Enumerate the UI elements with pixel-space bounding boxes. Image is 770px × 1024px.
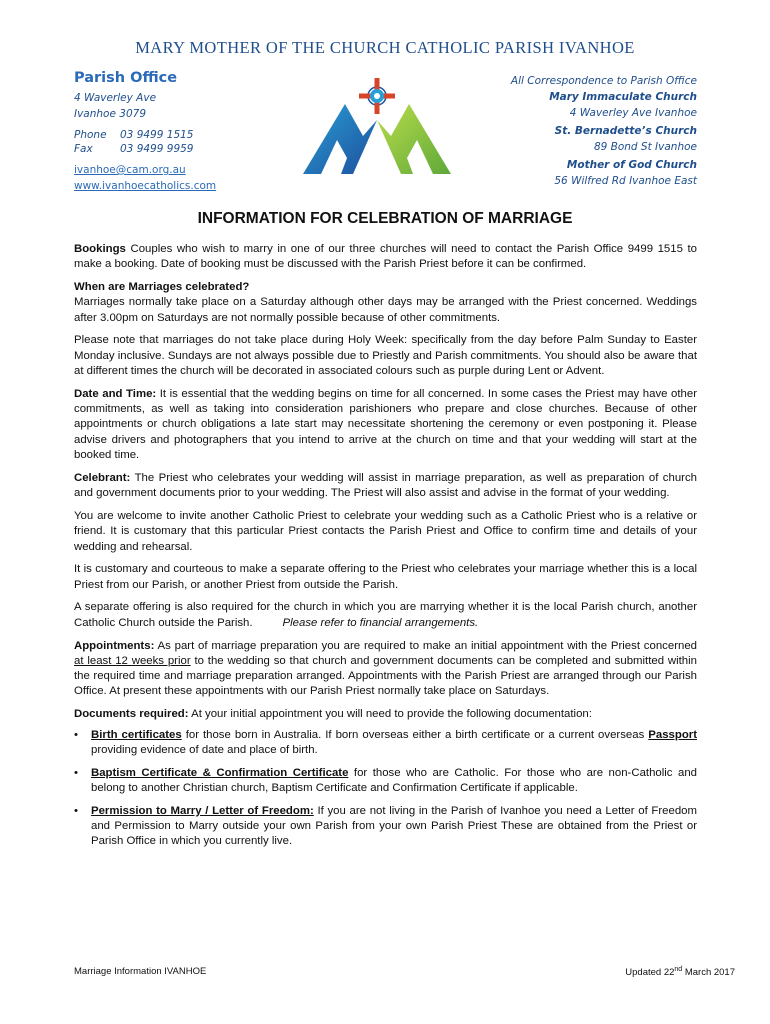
bullet-icon: • [74,728,78,741]
appointments-underline: at least 12 weeks prior [74,654,191,667]
bookings-text: Couples who wish to marry in one of our three churches will need to contact the Parish Office 9499 1515 to make a booking. Date of booking must be discussed with the Parish Priest before it can be confirmed. [74,243,697,271]
permission-to-marry-label: Permission to Marry / Letter of Freedom: [91,804,314,817]
baptism-certificate-text: for those who are Catholic. For those who are non-Catholic and belong to another Christian church, Baptism Certificate and Confirmation Certificate if applicable. [91,766,697,794]
when-heading: When are Marriages celebrated? [74,281,250,294]
celebrant-paragraph [74,471,697,502]
invite-priest-paragraph: You are welcome to invite another Catholic Priest to celebrate your wedding such as a Catholic Priest who is a relative or friend. It is customary that this particular Priest contacts the Parish Priest and Office to confirm time and details of your wedding and rehearsal. [74,509,697,553]
parish-office-block [74,70,216,194]
list-item [74,766,697,797]
documents-label: Documents required: [74,708,189,721]
bullet-icon: • [74,804,78,817]
passport-label: Passport [648,728,698,741]
footer-updated-sup: nd [674,966,683,973]
baptism-certificate-label: Baptism Certificate & Confirmation Certificate [91,766,349,779]
office-email-link[interactable]: ivanhoe@cam.org.au [74,164,186,176]
documents-list [74,728,697,850]
correspondence-block [511,73,697,189]
separate-offering-paragraph [74,600,697,631]
financial-arrangements-note: Please refer to financial arrangements. [282,616,479,629]
birth-certificates-text-a: for those born in Australia. If born overseas either a birth certificate or a current overseas [181,728,649,741]
documents-text: At your initial appointment you will need to provide the following documentation: [188,708,592,721]
office-address-line2: Ivanhoe 3079 [74,108,146,120]
church-name-3: Mother of God Church [566,159,697,171]
footer-left-text: Marriage Information IVANHOE [74,966,207,977]
church-address-1: 4 Waverley Ave Ivanhoe [569,107,697,119]
fax-number: 03 9499 9959 [120,143,194,155]
bullet-icon: • [74,766,78,779]
birth-certificates-text-b: providing evidence of date and place of birth. [91,743,318,756]
church-name-2: St. Bernadette’s Church [554,125,697,137]
phone-number: 03 9499 1515 [120,129,194,141]
footer-updated-prefix: Updated 22 [625,967,675,979]
footer-updated-date [625,966,735,978]
celebrant-label: Celebrant: [74,471,131,484]
office-phone [74,128,216,142]
bookings-paragraph [74,242,697,273]
church-address-2: 89 Bond St Ivanhoe [593,141,697,153]
footer-updated-suffix: March 2017 [682,967,735,979]
appointments-paragraph [74,639,697,700]
birth-certificates-label: Birth certificates [91,728,182,741]
offering-paragraph: It is customary and courteous to make a separate offering to the Priest who celebrates your marriage whether this is a local Priest from our Parish, or another Priest from outside the Parish. [74,563,697,591]
date-time-paragraph [74,387,697,463]
appointments-text-a: As part of marriage preparation you are required to make an initial appointment with the Priest concerned [154,639,697,652]
date-time-label: Date and Time: [74,387,157,400]
date-time-text: It is essential that the wedding begins on time for all concerned. In some cases the Priest may have other commitments, as well as taking into consideration parishioners who prepare and close churches. Because of other appointments or church obligations a late start may necessitate shortening the ceremony or even postponing it. Please advise drivers and photographers that you intend to arrive at the church on time and that your wedding will start at the booked time. [74,387,697,462]
parish-logo-icon [297,74,457,176]
church-address-3: 56 Wilfred Rd Ivanhoe East [554,175,697,187]
separate-offering-text: A separate offering is also required for the church in which you are marrying whether it is the local Parish church, another Catholic Church outside the Parish. [74,601,697,629]
office-website-link[interactable]: www.ivanhoecatholics.com [74,180,217,192]
office-address-line1: 4 Waverley Ave [74,92,157,104]
list-item [74,804,697,850]
appointments-text-b: to the wedding so that church and government documents can be completed and submitted within the required time and marriage preparation arranged. Appointments with the Parish Priest are arranged through our Parish Office. At present these appointments with our Parish Priest normally take place on Saturdays. [74,654,697,698]
office-fax [74,142,216,156]
when-paragraph-2: Please note that marriages do not take place during Holy Week: specifically from the day before Palm Sunday to Easter Monday inclusive. Sundays are not always possible due to Priestly and Parish commitments. You should also be aware that at different times the church will be decorated in associated colours such as purple during Lent or Advent. [74,334,697,378]
document-title: INFORMATION FOR CELEBRATION OF MARRIAGE [197,210,573,227]
correspondence-heading: All Correspondence to Parish Office [510,75,697,87]
parish-title: MARY MOTHER OF THE CHURCH CATHOLIC PARISH IVANHOE [135,38,635,57]
church-name-1: Mary Immaculate Church [549,91,697,103]
phone-label: Phone [74,129,107,141]
documents-paragraph [74,707,697,722]
list-item [74,728,697,759]
parish-office-heading: Parish Office [74,70,178,86]
permission-to-marry-text: If you are not living in the Parish of Ivanhoe you need a Letter of Freedom and Permission to Marry outside your own Parish from your own Parish Priest These are obtained from the Priest or Parish Office in which you currently live. [91,804,697,848]
fax-label: Fax [74,143,93,155]
bookings-label: Bookings [74,243,126,255]
document-body [74,242,697,857]
appointments-label: Appointments: [74,639,155,652]
when-paragraph-1: Marriages normally take place on a Saturday although other days may be arranged with the Priest concerned. Weddings after 3.00pm on Saturdays are not normally possible because of other commitments. [74,296,697,324]
celebrant-text: The Priest who celebrates your wedding will assist in marriage preparation, as well as preparation of church and government documents prior to your wedding. The Priest will also assist and advise in the format of your wedding. [74,471,697,500]
